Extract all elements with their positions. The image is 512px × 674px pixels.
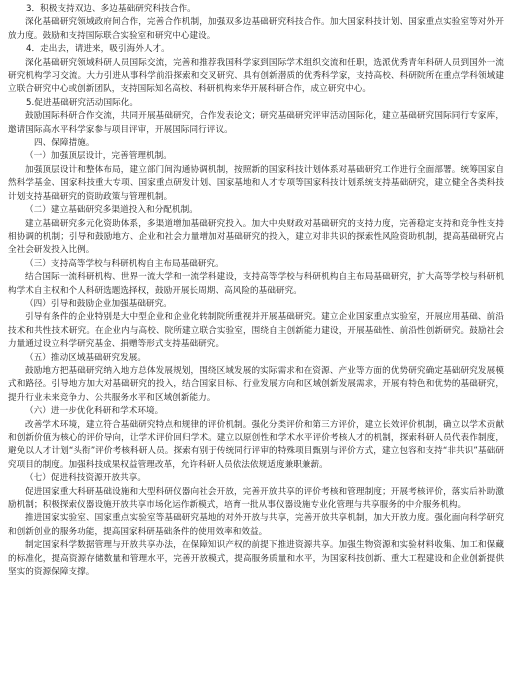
heading-university-autonomy: （三）支持高等学校与科研机构自主布局基础研究。 bbox=[25, 258, 224, 269]
heading-regional-development: （五）推动区域基础研究发展。 bbox=[25, 352, 147, 363]
paragraph-regional-development: 鼓励地方把基础研究纳入地方总体发展规划，围绕区域发展的实际需求和在资源、产业等方面的优势研究确定基础研究发展模式和路径。引导地方加大对基础研究的投入，结合国家目标、行业发展方向和区域创新发展需求，开展有特色和优势的基础研究，提升行业未来竞争力、公共服务水平和区域创新能力。 bbox=[8, 365, 504, 403]
subheading-overseas-talent: 4．走出去，请进来，吸引海外人才。 bbox=[26, 44, 170, 55]
paragraph-international-review: 鼓励国际科研合作交流，共同开展基础研究，合作发表论文；研究基础研究评审活动国际化，建立基础研究国际同行专家库，邀请国际高水平科学家参与项目评审，开展国际同行评议。 bbox=[8, 111, 504, 135]
subheading-bilateral-cooperation: 3．积极支持双边、多边基础研究科技合作。 bbox=[26, 4, 196, 14]
paragraph-enterprise-research: 引导有条件的企业特别是大中型企业和企业化转制院所重视并开展基础研究。建立企业国家重点实验室，开展应用基础、前沿技术和共性技术研究。在企业内与高校、院所建立联合实验室，围绕自主创新能力建设，开展基础性、前沿性创新研究。鼓励社会力量通过设立科学研究基金、捐赠等形式支持基础研究。 bbox=[8, 312, 504, 350]
heading-academic-environment: （六）进一步优化科研和学术环境。 bbox=[25, 406, 164, 417]
paragraph-data-sharing: 制定国家科学数据管理与开放共享办法，在保障知识产权的前提下推进资源共享。加强生物资源和实验材料收集、加工和保藏的标准化，提高资源存储数量和管理水平，完善开放模式，提高服务质量和水平，为国家科技创新、重大工程建设和企业创新提供坚实的资源保障支撑。 bbox=[8, 540, 504, 578]
heading-resource-sharing: （七）促进科技资源开放共享。 bbox=[25, 473, 147, 484]
paragraph-government-cooperation: 深化基础研究领域政府间合作，完善合作机制，加强双多边基础研究科技合作。加大国家科技计划、国家重点实验室等对外开放力度。鼓励和支持国际联合实验室和研究中心建设。 bbox=[8, 17, 504, 41]
paragraph-instrument-sharing: 促进国家重大科研基础设施和大型科研仪器向社会开放，完善开放共享的评价考核和管理制度；开展考核评价，落实后补助激励机制；积极探索仪器设施开放共享市场化运作新模式，培育一批从事仪器设施专业化管理与共享服务的中介服务机构。 bbox=[8, 486, 504, 511]
paragraph-top-level-design: 加强顶层设计和整体布局，建立部门间沟通协调机制，按照新的国家科技计划体系对基础研究工作进行全面部署。统筹国家自然科学基金、国家科技重大专项、国家重点研发计划、国家基地和人才专项等国家科技计划系统支持基础研究，建立健全各类科技计划支持基础研究的资助政策与管理机制。 bbox=[8, 164, 504, 202]
paragraph-talent-exchange: 深化基础研究领域科研人员国际交流，完善和推荐我国科学家到国际学术组织交流和任职，选派优秀青年科研人员到国外一流研究机构学习交流。大力引进从事科学前沿探索和交叉研究、具有创新潜质的优秀科学家，支持高校、科研院所在重点学科领域建立联合研究中心或创新团队，支持国际知名高校、科研机构来华开展科研合作，成立研究中心。 bbox=[8, 57, 504, 95]
section-heading-safeguards: 四、保障措施。 bbox=[34, 138, 95, 149]
paragraph-lab-sharing: 推进国家实验室、国家重点实验室等基础研究基地的对外开放与共享，完善开放共享机制，加大开放力度。强化面向科学研究和创新创业的服务功能，提高国家科研基础条件的使用效率和效益。 bbox=[8, 513, 504, 537]
heading-funding-channels: （二）建立基础研究多渠道投入和分配机制。 bbox=[25, 205, 198, 216]
heading-enterprise-research: （四）引导和鼓励企业加强基础研究。 bbox=[25, 298, 172, 309]
subheading-internationalization: 5.促进基础研究活动国际化。 bbox=[26, 97, 139, 108]
paragraph-funding-channels: 建立基础研究多元化资助体系，多渠道增加基础研究投入。加大中央财政对基础研究的支持力度，完善稳定支持和竞争性支持相协调的机制；引导和鼓励地方、企业和社会力量增加对基础研究的投入，建立对非共识的探索性风险资助机制，提高基础研究占全社会研发投入比例。 bbox=[8, 218, 504, 256]
paragraph-university-autonomy: 结合国际一流科研机构、世界一流大学和一流学科建设，支持高等学校与科研机构自主布局基础研究，扩大高等学校与科研机构学术自主权和个人科研选题选择权，鼓励开展长周期、高风险的基础研究。 bbox=[8, 272, 504, 296]
heading-top-level-design: （一）加强顶层设计，完善管理机制。 bbox=[25, 151, 172, 162]
paragraph-academic-environment: 改善学术环境，建立符合基础研究特点和规律的评价机制。强化分类评价和第三方评价，建立长效评价机制，确立以学术贡献和创新价值为核心的评价导向，让学术评价回归学术。建立以原创性和学术水平评价考核人才的机制，探索科研人员代表作制度，避免以人才计划“头衔”评价考核科研人员。探索有别于传统同行评审的特殊项目甄别与评价方式，建立包容和支持“非共识”基础研究项目的制度。加强科技成果权益管理改革，允许科研人员依法依规适度兼职兼薪。 bbox=[8, 419, 504, 470]
